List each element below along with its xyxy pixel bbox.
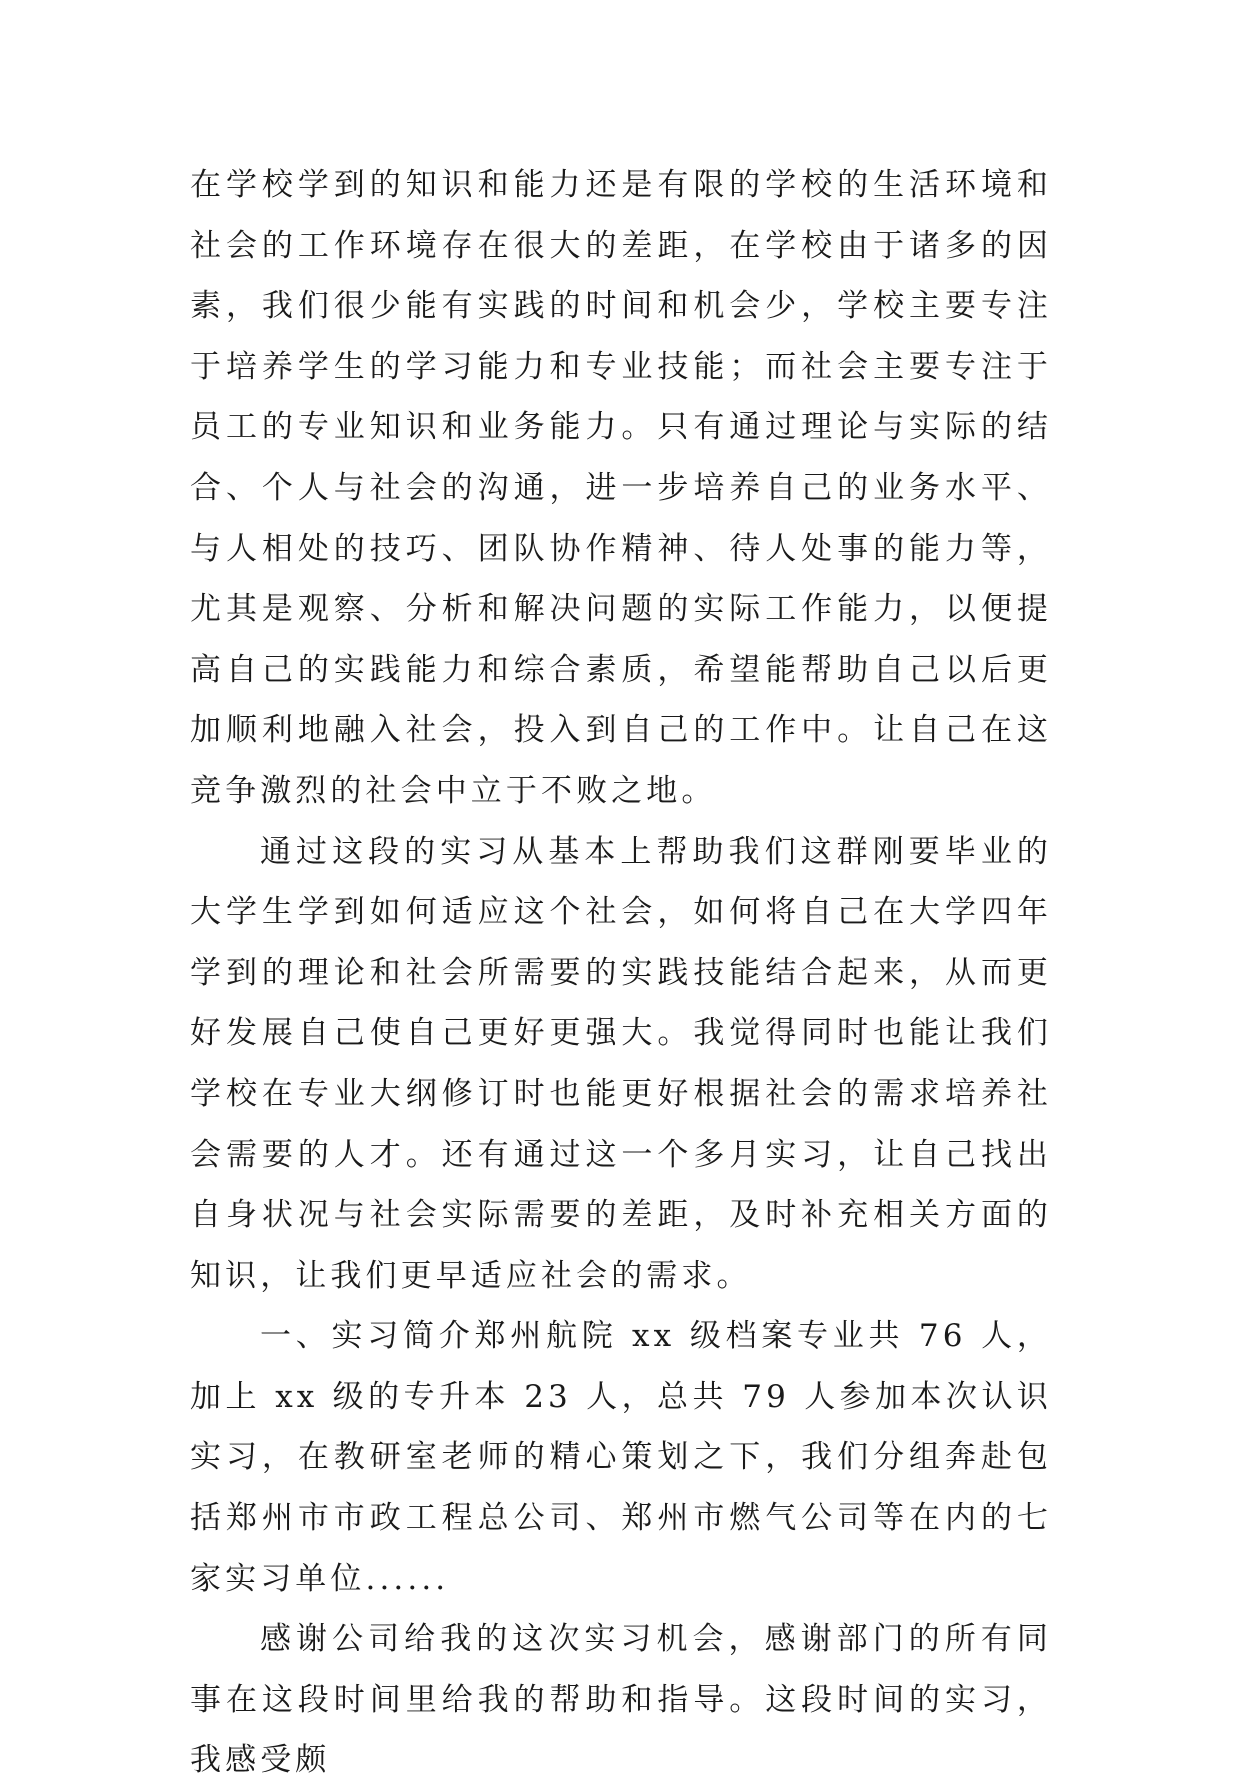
paragraph-4: 感谢公司给我的这次实习机会，感谢部门的所有同事在这段时间里给我的帮助和指导。这段时间的实习，我感受颇 — [190, 1621, 1052, 1779]
paragraph-3: 一、实习简介郑州航院 xx 级档案专业共 76 人，加上 xx 级的专升本 23 人，总共 79 人参加本次认识实习，在教研室老师的精心策划之下，我们分组奔赴包括郑州市市政工程总公司、郑州市燃气公司等在内的七家实习单位...... — [190, 1318, 1052, 1597]
paragraph-1: 在学校学到的知识和能力还是有限的学校的生活环境和社会的工作环境存在很大的差距，在学校由于诸多的因素，我们很少能有实践的时间和机会少，学校主要专注于培养学生的学习能力和专业技能；而社会主要专注于员工的专业知识和业务能力。只有通过理论与实际的结合、个人与社会的沟通，进一步培养自己的业务水平、与人相处的技巧、团队协作精神、待人处事的能力等，尤其是观察、分析和解决问题的实际工作能力，以便提高自己的实践能力和综合素质，希望能帮助自己以后更加顺利地融入社会，投入到自己的工作中。让自己在这竞争激烈的社会中立于不败之地。 — [190, 167, 1052, 809]
paragraph-2: 通过这段的实习从基本上帮助我们这群刚要毕业的大学生学到如何适应这个社会，如何将自己在大学四年学到的理论和社会所需要的实践技能结合起来，从而更好发展自己使自己更好更强大。我觉得同时也能让我们学校在专业大纲修订时也能更好根据社会的需求培养社会需要的人才。还有通过这一个多月实习，让自己找出自身状况与社会实际需要的差距，及时补充相关方面的知识，让我们更早适应社会的需求。 — [190, 833, 1052, 1294]
document-body — [190, 155, 1052, 1791]
